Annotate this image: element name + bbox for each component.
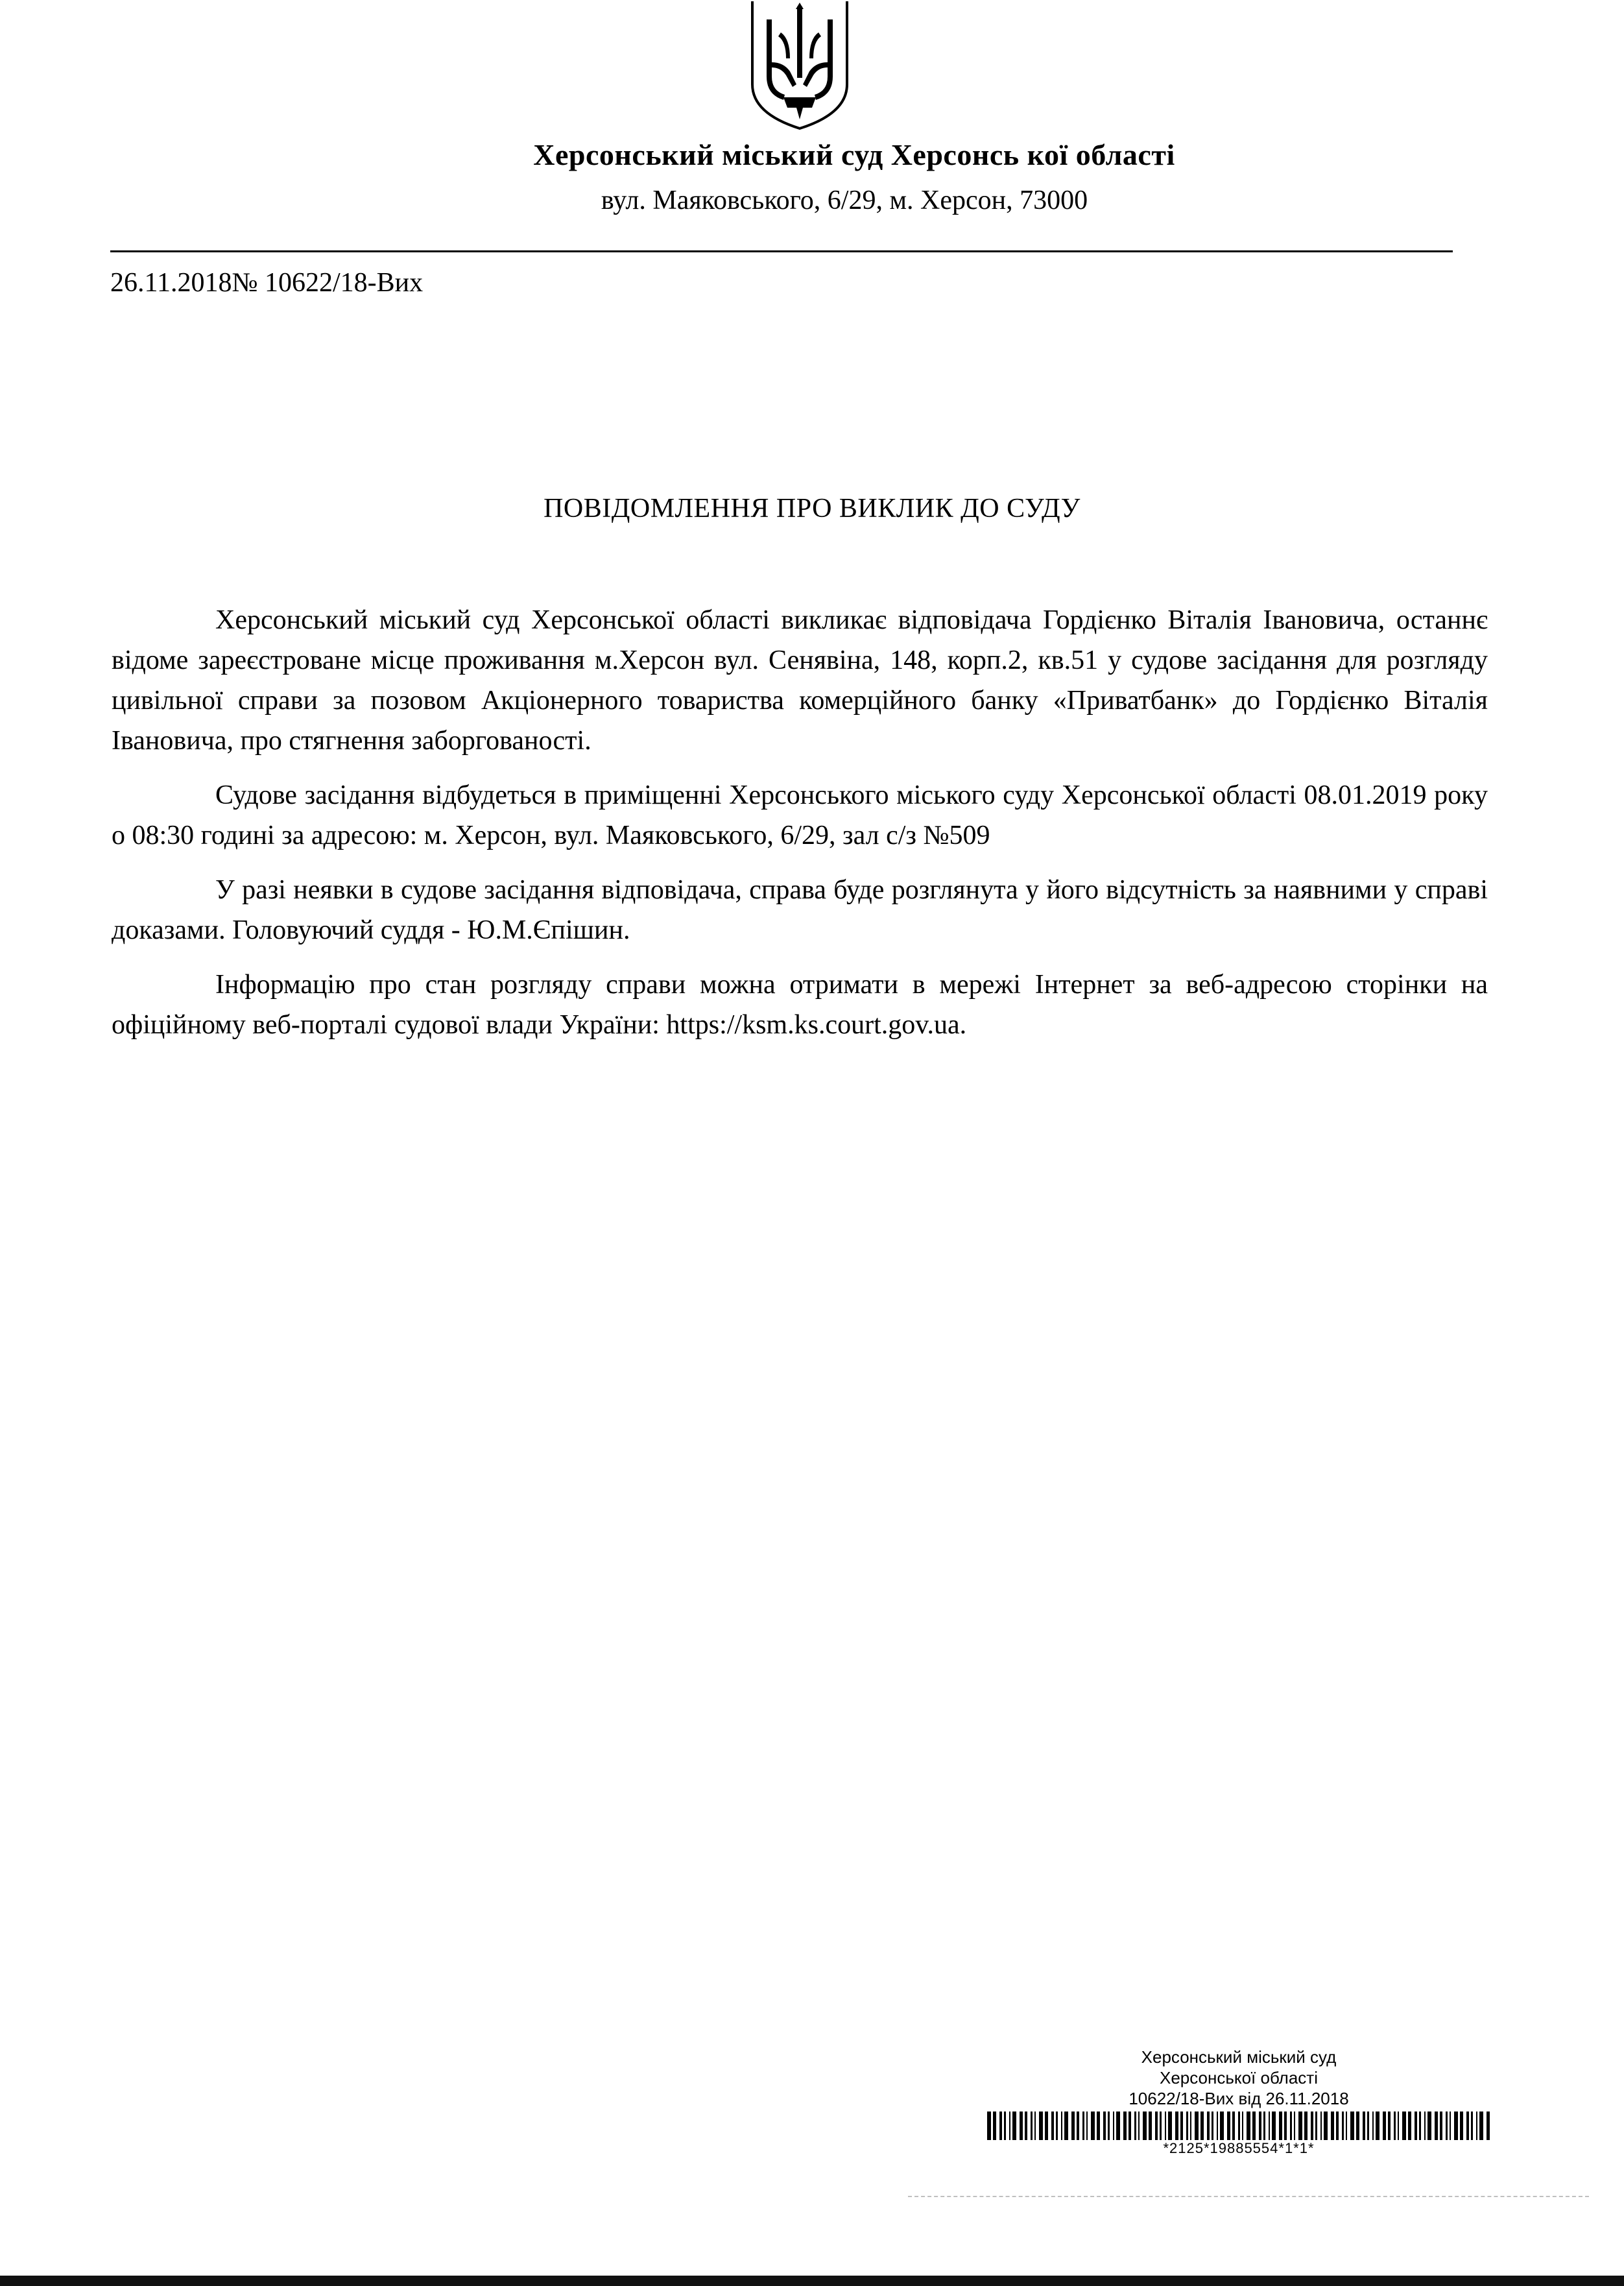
barcode-bar <box>1195 2112 1199 2140</box>
barcode-bar <box>1061 2112 1062 2140</box>
document-body <box>112 600 1488 1059</box>
barcode-bar <box>1134 2112 1136 2140</box>
court-name-heading: Херсонський міський суд Херсонсь кої області <box>533 138 1175 171</box>
barcode-bar <box>1346 2112 1347 2140</box>
barcode-bar <box>1263 2112 1265 2140</box>
barcode-bar <box>1487 2112 1490 2140</box>
barcode-bar <box>1012 2112 1016 2140</box>
scan-bottom-edge <box>0 2276 1624 2286</box>
scan-dashed-line <box>908 2196 1589 2197</box>
barcode-bar <box>1284 2112 1287 2140</box>
barcode-bar <box>1051 2112 1054 2140</box>
barcode-bar <box>1039 2112 1043 2140</box>
barcode-bar <box>1342 2112 1344 2140</box>
barcode-bar <box>1479 2112 1483 2140</box>
barcode-bar <box>1071 2112 1075 2140</box>
barcode-bar <box>1123 2112 1127 2140</box>
barcode-bar <box>1116 2112 1120 2140</box>
barcode-bar <box>1031 2112 1033 2140</box>
barcode-bar <box>1165 2112 1166 2140</box>
barcode-bar <box>1220 2112 1224 2140</box>
barcode-bar <box>1004 2112 1006 2140</box>
barcode-bar <box>1419 2112 1421 2140</box>
barcode-bar <box>1466 2112 1469 2140</box>
barcode-bar <box>1454 2112 1458 2140</box>
barcode-bar <box>1207 2112 1210 2140</box>
barcode-bar <box>1086 2112 1088 2140</box>
registration-stamp <box>986 2047 1492 2157</box>
barcode-bar <box>1175 2112 1178 2140</box>
barcode-bar <box>1212 2112 1213 2140</box>
barcode-bar <box>1402 2112 1406 2140</box>
barcode-bar <box>1363 2112 1365 2140</box>
barcode-bar <box>1232 2112 1235 2140</box>
barcode-bar <box>1077 2112 1079 2140</box>
barcode-bar <box>1446 2112 1448 2140</box>
barcode-bar <box>1415 2112 1417 2140</box>
barcode-bar <box>1304 2112 1308 2140</box>
barcode-bar <box>1108 2112 1110 2140</box>
barcode-bar <box>1324 2112 1328 2140</box>
barcode-bar <box>1424 2112 1426 2140</box>
barcode-bar <box>1180 2112 1183 2140</box>
barcode-bar <box>1320 2112 1322 2140</box>
barcode-bar <box>1408 2112 1411 2140</box>
barcode-bar <box>1155 2112 1158 2140</box>
barcode-bar <box>1247 2112 1250 2140</box>
barcode-bar <box>1138 2112 1140 2140</box>
barcode-bar <box>1269 2112 1270 2140</box>
barcode-bar <box>1450 2112 1451 2140</box>
paragraph-absence: У разі неявки в судове засідання відповідача, справа буде розглянута у його відсутність за наявними у справі доказами. Головуючий суддя - Ю.М.Єпішин. <box>112 875 1488 945</box>
barcode-bar <box>1279 2112 1282 2140</box>
barcode-bar <box>1034 2112 1036 2140</box>
stamp-reference-line: 10622/18-Вих від 26.11.2018 <box>1128 2089 1349 2108</box>
court-address: вул. Маяковського, 6/29, м. Херсон, 73000 <box>601 186 1088 215</box>
barcode-bar <box>1356 2112 1359 2140</box>
barcode-bar <box>1238 2112 1240 2140</box>
barcode-bar <box>999 2112 1002 2140</box>
barcode-bar <box>1398 2112 1399 2140</box>
coat-of-arms-icon <box>745 0 855 130</box>
barcode-bar <box>1097 2112 1100 2140</box>
stamp-region-line: Херсонської області <box>1160 2068 1318 2087</box>
barcode-bar <box>1149 2112 1152 2140</box>
barcode-bar <box>1298 2112 1302 2140</box>
barcode-text: *2125*19885554*1*1* <box>1163 2140 1315 2156</box>
barcode-bar <box>1045 2112 1048 2140</box>
barcode-bar <box>1336 2112 1339 2140</box>
barcode-bar <box>1376 2112 1379 2140</box>
barcode-bar <box>1259 2112 1261 2140</box>
barcode-bar <box>1471 2112 1473 2140</box>
paragraph-summons: Херсонський міський суд Херсонської області викликає відповідача Гордієнко Віталія Івановича, останнє відоме зареєстроване місце проживання м.Херсон вул. Сенявіна, 148, корп.2, кв.51 у судове засідання для розгляду цивільної справи за позовом Акціонерного товариства комерційного банку «Приватбанк» до Гордієнко Віталія Івановича, про стягнення заборгованості. <box>112 605 1488 756</box>
barcode-bar <box>1272 2112 1276 2140</box>
stamp-court-line: Херсонський міський суд <box>1141 2047 1337 2067</box>
barcode-bar <box>1190 2112 1191 2140</box>
header-divider <box>110 250 1453 252</box>
outgoing-reference: 26.11.2018№ 10622/18-Вих <box>110 268 424 298</box>
barcode-bar <box>1242 2112 1243 2140</box>
barcode-bar <box>1427 2112 1431 2140</box>
barcode-bar <box>1056 2112 1058 2140</box>
paragraph-info: Інформацію про стан розгляду справи можна отримати в мережі Інтернет за веб-адресою сторінки на офіційному веб-порталі судової влади України: https://ksm.ks.court.gov.ua. <box>112 970 1488 1040</box>
barcode-bar <box>1186 2112 1188 2140</box>
barcode-bar <box>987 2112 991 2140</box>
barcode-bar <box>1020 2112 1023 2140</box>
barcode-bar <box>1394 2112 1396 2140</box>
barcode-bar <box>1128 2112 1131 2140</box>
barcode-bar <box>1388 2112 1391 2140</box>
barcode-bar <box>1315 2112 1317 2140</box>
barcode-bar <box>1160 2112 1162 2140</box>
barcode-bar <box>1252 2112 1256 2140</box>
barcode-bar <box>1476 2112 1477 2140</box>
barcode-bar <box>1440 2112 1442 2140</box>
barcode-bar <box>1294 2112 1295 2140</box>
barcode-bar <box>1372 2112 1374 2140</box>
document-title: ПОВІДОМЛЕННЯ ПРО ВИКЛИК ДО СУДУ <box>543 494 1081 523</box>
barcode-bar <box>1383 2112 1386 2140</box>
barcode-bar <box>993 2112 996 2140</box>
barcode-bar <box>1082 2112 1084 2140</box>
barcode-bar <box>1460 2112 1463 2140</box>
barcode-bar <box>1331 2112 1334 2140</box>
barcode-bar <box>1143 2112 1147 2140</box>
barcode-bar <box>1091 2112 1095 2140</box>
barcode-bar <box>1227 2112 1230 2140</box>
barcode-bar <box>1025 2112 1027 2140</box>
barcode <box>986 2112 1492 2140</box>
barcode-bar <box>1064 2112 1068 2140</box>
barcode-bar <box>1168 2112 1172 2140</box>
barcode-bar <box>1200 2112 1204 2140</box>
barcode-bar <box>1113 2112 1114 2140</box>
barcode-bar <box>1311 2112 1313 2140</box>
barcode-bar <box>1290 2112 1292 2140</box>
barcode-bar <box>1350 2112 1354 2140</box>
barcode-bar <box>1009 2112 1010 2140</box>
barcode-bar <box>1217 2112 1218 2140</box>
barcode-bar <box>1103 2112 1106 2140</box>
barcode-bar <box>1435 2112 1438 2140</box>
barcode-bar <box>1367 2112 1369 2140</box>
paragraph-hearing: Судове засідання відбудеться в приміщенні Херсонського міського суду Херсонської області 08.01.2019 року о 08:30 годині за адресою: м. Херсон, вул. Маяковського, 6/29, зал с/з №509 <box>112 780 1488 850</box>
